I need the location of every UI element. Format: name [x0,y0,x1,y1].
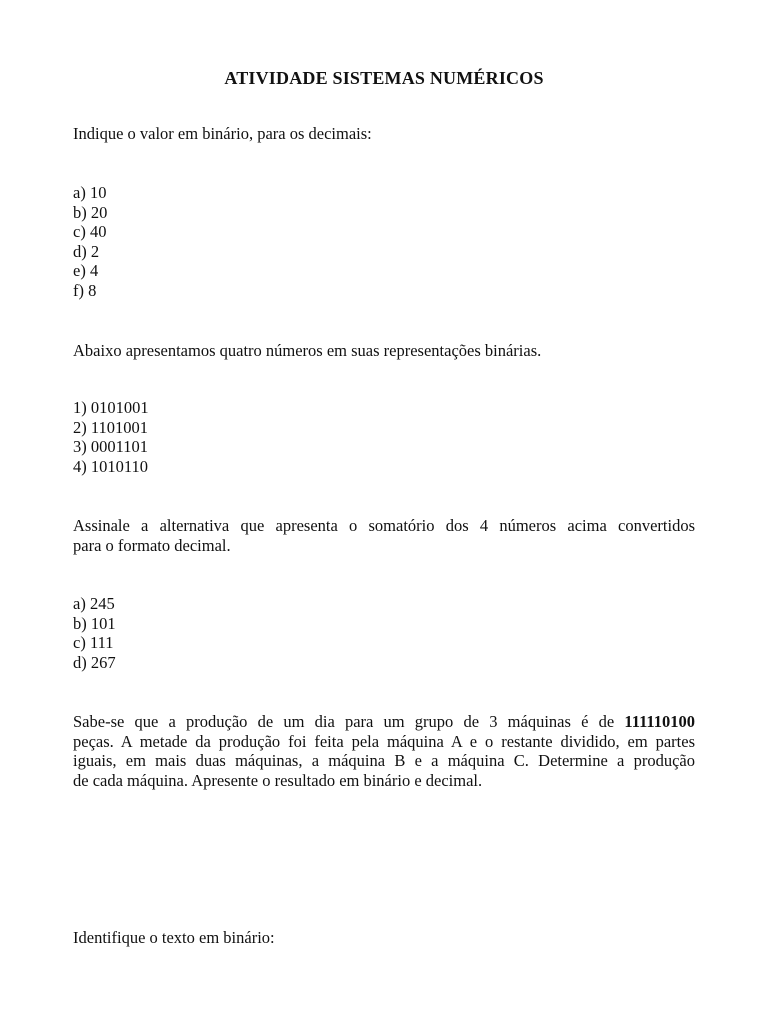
list-item: b) 20 [73,202,108,222]
q2-question [73,516,695,555]
list-item: e) 4 [73,261,99,281]
list-item: c) 40 [73,222,107,242]
list-item: 1) 0101001 [73,398,149,417]
list-item: a) 245 [73,594,115,613]
q3-line: iguais, em mais duas máquinas, a máquina B e a máquina C. Determine a produção [73,751,695,771]
q3-line-text: Sabe-se que a produção de um dia para um grupo de 3 máquinas é de [73,712,625,731]
q1-items-list [73,183,107,301]
q3-line: peças. A metade da produção foi feita pela máquina A e o restante dividido, em partes [73,731,695,751]
q3-paragraph [73,712,695,790]
q2-binary-numbers-list [73,398,149,476]
q3-line: de cada máquina. Apresente o resultado em binário e decimal. [73,770,483,790]
list-item: c) 111 [73,633,114,653]
list-item: 2) 1101001 [73,417,149,437]
q2-prompt: Abaixo apresentamos quatro números em suas representações binárias. [73,341,542,360]
q4-prompt: Identifique o texto em binário: [73,928,275,947]
q3-binary-value: 111110100 [624,712,695,731]
list-item: d) 267 [73,652,116,672]
document-title: ATIVIDADE SISTEMAS NUMÉRICOS [224,68,544,88]
list-item: 4) 1010110 [73,456,149,476]
list-item: f) 8 [73,280,97,300]
q2-question-line: Assinale a alternativa que apresenta o somatório dos 4 números acima convertidos [73,516,695,535]
list-item: b) 101 [73,613,116,633]
list-item: a) 10 [73,183,107,202]
list-item: d) 2 [73,241,100,261]
q2-question-line: para o formato decimal. [73,535,231,555]
q3-line [73,712,695,732]
list-item: 3) 0001101 [73,437,149,457]
q2-options-list [73,594,116,672]
q1-prompt: Indique o valor em binário, para os decimais: [73,124,372,143]
